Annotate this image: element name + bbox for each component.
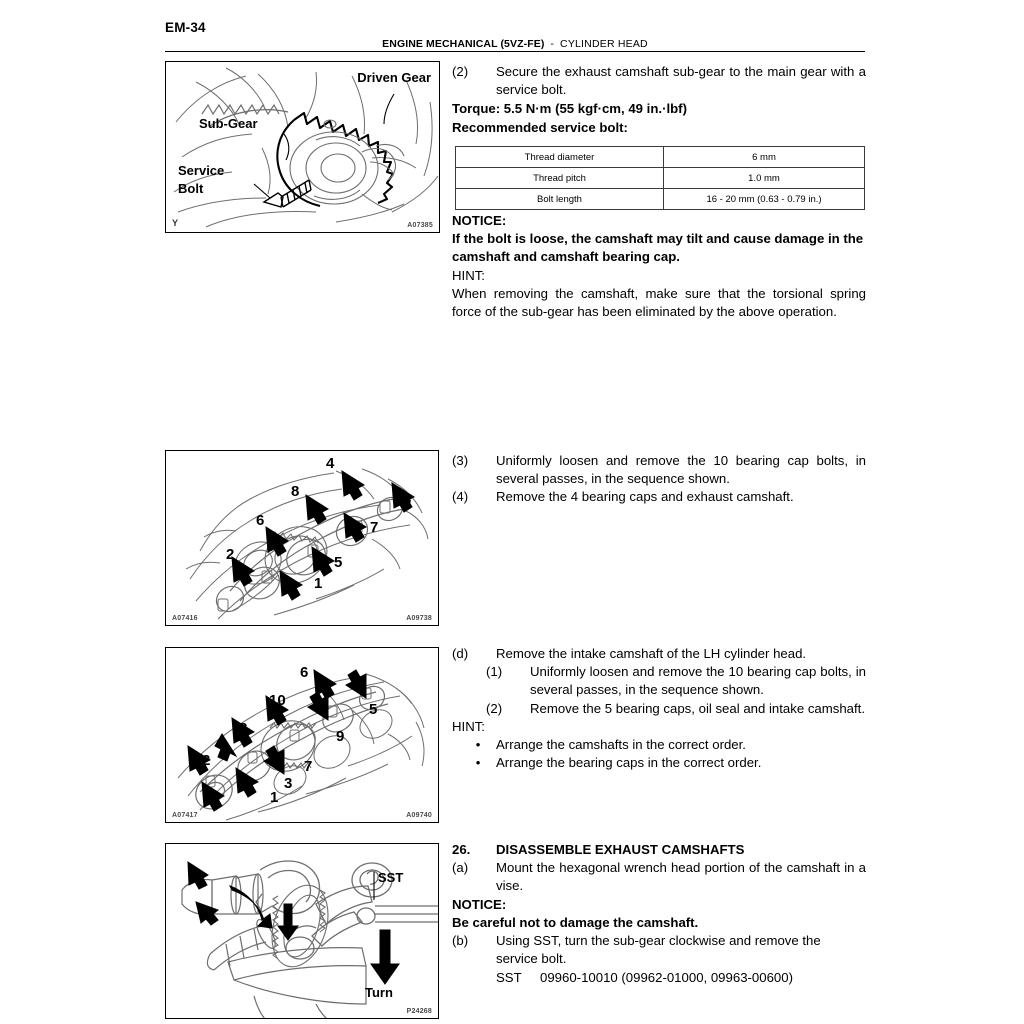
step-c1-marker: (1) xyxy=(486,664,503,680)
step-b-marker: (b) xyxy=(452,933,469,949)
figure-3-callout-6: 6 xyxy=(300,664,309,681)
header-title-separator: - xyxy=(550,38,555,50)
figure-2-callout-8: 8 xyxy=(291,483,300,500)
figure-2-illustration xyxy=(166,451,439,626)
header-title-main: ENGINE MECHANICAL (5VZ-FE) xyxy=(382,38,545,50)
sst-label: SST xyxy=(496,969,522,985)
hint-bullet-text: Arrange the camshafts in the correct order. xyxy=(496,737,746,753)
figure-exhaust-bearing-cap-sequence xyxy=(165,450,439,626)
section-26-heading-row xyxy=(452,841,866,859)
figure-3-callout-3: 3 xyxy=(284,775,293,792)
step-d-marker: (d) xyxy=(452,646,469,661)
section-26-number: 26. xyxy=(452,842,471,857)
figure-3-callout-9: 9 xyxy=(336,728,345,745)
table-row xyxy=(456,189,865,210)
step-c2-row xyxy=(452,700,866,718)
recommended-bolt-label: Recommended service bolt: xyxy=(452,119,628,135)
notice-text: If the bolt is loose, the camshaft may tilt and cause damage in the camshaft and camshaft bearing cap. xyxy=(452,231,864,265)
section-d-text xyxy=(452,841,866,987)
figure-3-callout-7: 7 xyxy=(304,758,313,775)
figure-2-callout-3: 3 xyxy=(403,491,412,508)
step-a-row xyxy=(452,859,866,895)
header-title-sub: CYLINDER HEAD xyxy=(560,38,648,50)
step-c1-text: Uniformly loosen and remove the 10 bearing cap bolts, in several passes, in the sequence shown. xyxy=(530,664,866,698)
figure-3-callout-8: 8 xyxy=(239,720,248,737)
section-a-text xyxy=(452,63,866,137)
step-2-marker: (2) xyxy=(452,64,469,79)
figure-1-illustration xyxy=(166,62,440,233)
figure-4-code: P24268 xyxy=(406,1008,432,1015)
figure-label-service-bolt-line1: Service xyxy=(178,163,225,178)
step-d-row xyxy=(452,645,866,663)
section-b-text xyxy=(452,452,866,507)
sst-row xyxy=(496,969,866,987)
table-cell-key: Bolt length xyxy=(456,189,664,210)
figure-label-driven-gear: Driven Gear xyxy=(357,70,431,85)
hint-bullet-item xyxy=(460,736,866,754)
figure-1-code: A07385 xyxy=(407,222,433,229)
table-cell-key: Thread pitch xyxy=(456,168,664,189)
hint-bullet-text: Arrange the bearing caps in the correct order. xyxy=(496,755,762,771)
torque-spec: Torque: 5.5 N·m (55 kgf·cm, 49 in.·lbf) xyxy=(452,101,687,117)
figure-label-turn: Turn xyxy=(365,985,393,1000)
step-4-text: Remove the 4 bearing caps and exhaust camshaft. xyxy=(496,489,794,505)
sst-numbers: 09960-10010 (09962-01000, 09963-00600) xyxy=(540,969,793,985)
figure-3-callout-10: 10 xyxy=(269,692,286,709)
figure-2-callout-7: 7 xyxy=(370,519,379,536)
hint-text: When removing the camshaft, make sure that the torsional spring force of the sub-gear has been eliminated by the above operation. xyxy=(452,285,866,320)
step-a-marker: (a) xyxy=(452,860,469,876)
figure-label-sub-gear: Sub-Gear xyxy=(199,116,258,131)
table-cell-value: 16 - 20 mm (0.63 - 0.79 in.) xyxy=(664,189,865,210)
recommended-service-bolt-table xyxy=(455,146,865,210)
figure-3-code-left: A07417 xyxy=(172,812,198,819)
step-3-text: Uniformly loosen and remove the 10 bearing cap bolts, in several passes, in the sequence shown. xyxy=(496,453,866,487)
step-4-row xyxy=(452,488,866,506)
figure-label-service-bolt-line2: Bolt xyxy=(178,181,204,196)
figure-3-code-right: A09740 xyxy=(406,812,432,819)
table-cell-value: 1.0 mm xyxy=(664,168,865,189)
step-b-row xyxy=(452,932,866,968)
table-row xyxy=(456,147,865,168)
section-d-notice-text: Be careful not to damage the camshaft. xyxy=(452,914,699,930)
hint-label: HINT: xyxy=(452,267,485,283)
step-c1-row xyxy=(452,663,866,699)
figure-3-callout-1: 1 xyxy=(270,789,279,806)
notice-label: NOTICE: xyxy=(452,213,507,228)
step-2-text: Secure the exhaust camshaft sub-gear to the main gear with a service bolt. xyxy=(496,64,866,98)
section-c-hint-label: HINT: xyxy=(452,718,485,734)
step-4-marker: (4) xyxy=(452,489,469,505)
figure-2-callout-4: 4 xyxy=(326,455,335,472)
notice-hint-block xyxy=(452,212,866,321)
figure-3-callout-4: 4 xyxy=(220,738,229,755)
hint-bullet-item xyxy=(460,754,866,772)
table-cell-key: Thread diameter xyxy=(456,147,664,168)
page-number: EM-34 xyxy=(165,20,206,35)
section-d-notice-label: NOTICE: xyxy=(452,896,507,912)
header-title xyxy=(165,38,865,50)
step-a-text: Mount the hexagonal wrench head portion of the camshaft in a vise. xyxy=(496,860,866,894)
figure-label-sst: SST xyxy=(378,870,404,885)
table-cell-value: 6 mm xyxy=(664,147,865,168)
step-c2-text: Remove the 5 bearing caps, oil seal and intake camshaft. xyxy=(530,700,866,716)
figure-2-code-left: A07416 xyxy=(172,615,198,622)
bullet-icon: • xyxy=(475,737,481,753)
figure-intake-bearing-cap-sequence xyxy=(165,647,439,823)
step-3-row xyxy=(452,452,866,488)
figure-2-code-right: A09738 xyxy=(406,615,432,622)
figure-2-callout-6: 6 xyxy=(256,512,265,529)
step-d-text: Remove the intake camshaft of the LH cylinder head. xyxy=(496,646,807,661)
figure-3-callout-5: 5 xyxy=(369,701,378,718)
figure-1-mark: Y xyxy=(172,218,179,228)
step-2-row xyxy=(452,63,866,99)
figure-2-callout-5: 5 xyxy=(334,554,343,571)
figure-sst-sub-gear-turn xyxy=(165,843,439,1019)
table-row xyxy=(456,168,865,189)
figure-sub-gear-service-bolt xyxy=(165,61,440,233)
step-c2-marker: (2) xyxy=(486,700,503,716)
step-b-text: Using SST, turn the sub-gear clockwise and remove the service bolt. xyxy=(496,933,821,967)
step-3-marker: (3) xyxy=(452,453,469,468)
header-rule xyxy=(165,51,865,52)
figure-3-callout-2: 2 xyxy=(202,752,211,769)
section-26-heading: DISASSEMBLE EXHAUST CAMSHAFTS xyxy=(496,842,745,857)
figure-2-callout-1: 1 xyxy=(314,575,323,592)
figure-2-callout-2: 2 xyxy=(226,546,235,563)
section-c-text xyxy=(452,645,866,773)
bullet-icon: • xyxy=(475,755,481,771)
